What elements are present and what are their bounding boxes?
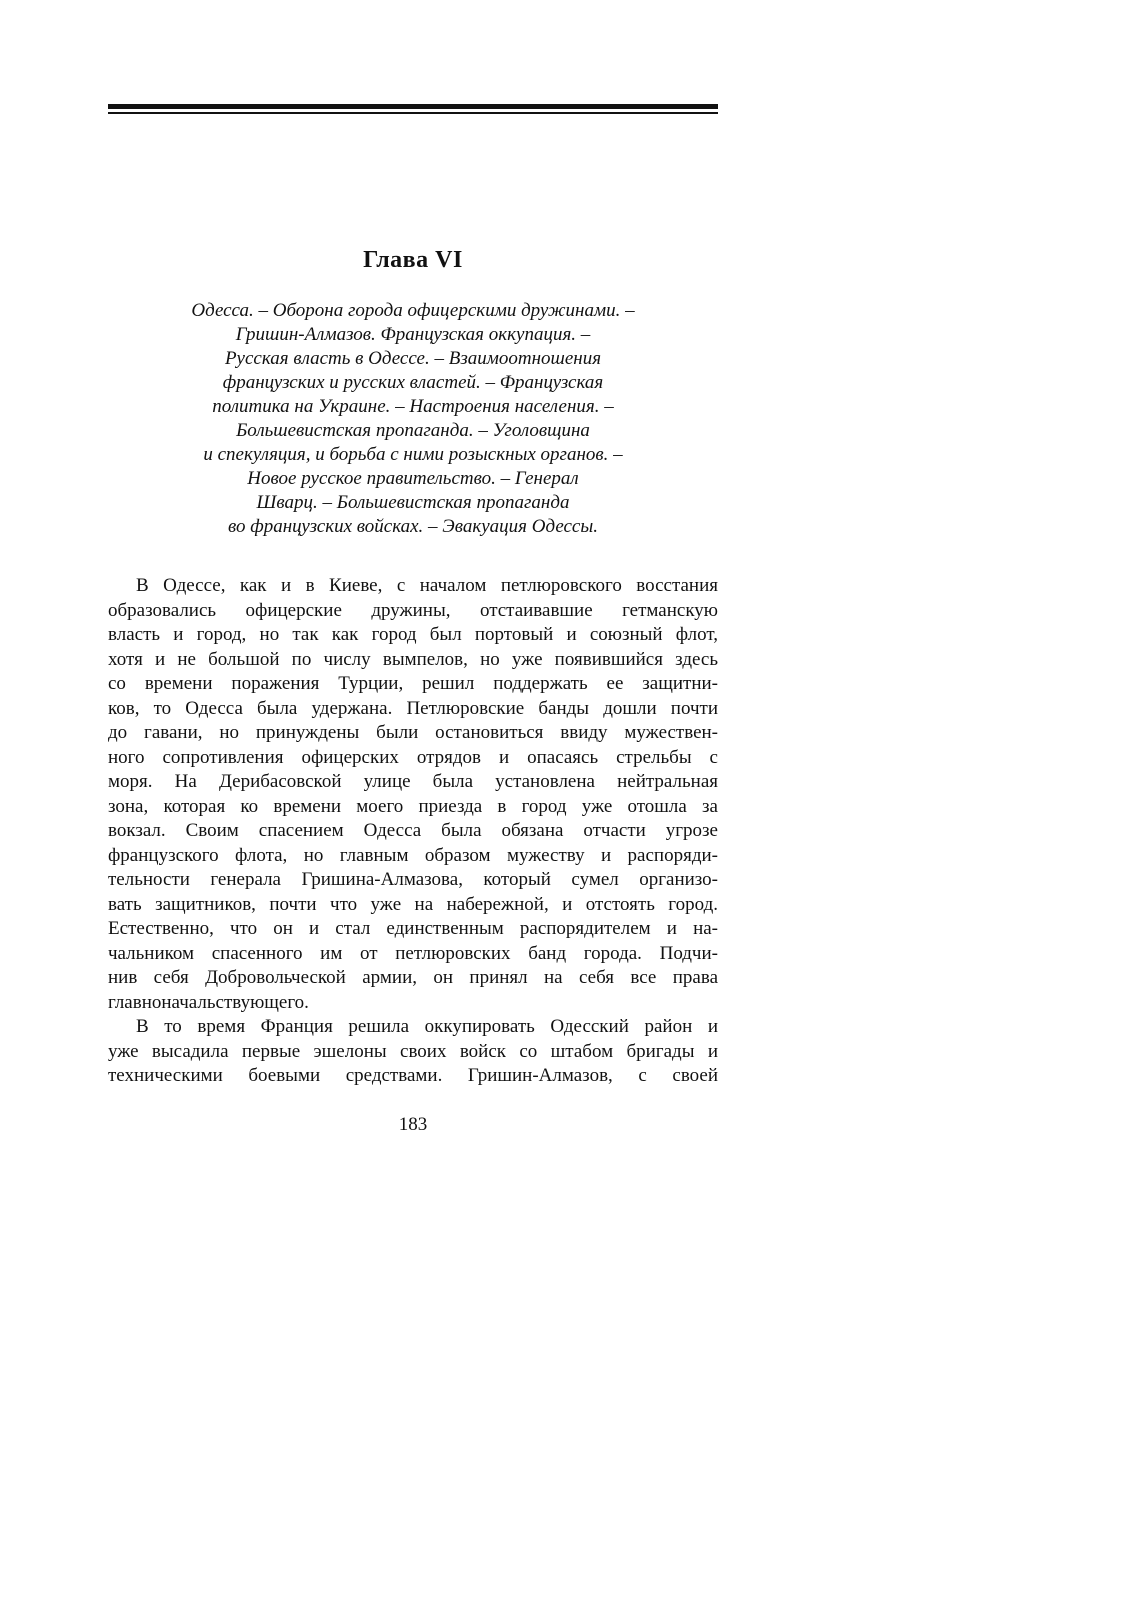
synopsis-line: Новое русское правительство. – Генерал xyxy=(247,468,579,489)
body-line: Естественно, что он и стал единственным распорядителем и на- xyxy=(108,918,718,939)
synopsis-line: политика на Украине. – Настроения населения. – xyxy=(212,396,614,417)
page-number: 183 xyxy=(398,1114,428,1135)
body-line: нив себя Добровольческой армии, он принял на себя все права xyxy=(108,967,718,988)
synopsis-line: Одесса. – Оборона города офицерскими дружинами. – xyxy=(191,300,635,321)
synopsis-line: и спекуляция, и борьба с ними розыскных органов. – xyxy=(203,444,623,465)
synopsis-line: французских и русских властей. – Французская xyxy=(222,372,604,393)
body-line: французского флота, но главным образом мужеству и распоряди- xyxy=(108,844,718,866)
body-line: моря. На Дерибасовской улице была установлена нейтральная xyxy=(108,771,718,792)
body-line: образовались офицерские дружины, отстаивавшие гетманскую xyxy=(108,599,718,621)
body-line: со времени поражения Турции, решил поддержать ее защитни- xyxy=(108,673,718,694)
body-line: В Одессе, как и в Киеве, с началом петлюровского восстания xyxy=(136,575,718,596)
body-line: хотя и не большой по числу вымпелов, но уже появившийся здесь xyxy=(108,648,718,670)
header-rule-thin xyxy=(108,112,718,114)
chapter-title: Глава VI xyxy=(363,247,463,273)
body-line: главноначальствующего. xyxy=(108,991,309,1013)
header-rule-thick xyxy=(108,104,718,109)
body-line: тельности генерала Гришина-Алмазова, который сумел организо- xyxy=(108,869,718,890)
synopsis-line: Русская власть в Одессе. – Взаимоотношения xyxy=(224,348,602,369)
body-line: власть и город, но так как город был портовый и союзный флот, xyxy=(108,624,718,645)
chapter-synopsis xyxy=(108,299,718,539)
body-line: до гавани, но принуждены были остановиться ввиду мужествен- xyxy=(108,722,718,743)
synopsis-line: во французских войсках. – Эвакуация Одессы. xyxy=(228,516,598,537)
body-line: уже высадила первые эшелоны своих войск со штабом бригады и xyxy=(108,1040,718,1062)
body-line: зона, которая ко времени моего приезда в город уже отошла за xyxy=(108,795,718,817)
body-line: ного сопротивления офицерских отрядов и опасаясь стрельбы с xyxy=(108,746,718,768)
body-line: техническими боевыми средствами. Гришин-Алмазов, с своей xyxy=(108,1065,718,1086)
body-line: В то время Франция решила оккупировать Одесский район и xyxy=(136,1016,718,1037)
synopsis-line: Большевистская пропаганда. – Уголовщина xyxy=(236,420,590,441)
body-line: вокзал. Своим спасением Одесса была обязана отчасти угрозе xyxy=(108,820,718,841)
synopsis-line: Гришин-Алмазов. Французская оккупация. – xyxy=(235,324,591,345)
body-line: ков, то Одесса была удержана. Петлюровские банды дошли почти xyxy=(108,697,718,719)
synopsis-line: Шварц. – Большевистская пропаганда xyxy=(256,492,570,513)
body-line: чальником спасенного им от петлюровских банд города. Подчи- xyxy=(108,942,718,964)
body-line: вать защитников, почти что уже на набережной, и отстоять город. xyxy=(108,893,718,915)
body-text xyxy=(108,574,718,1089)
